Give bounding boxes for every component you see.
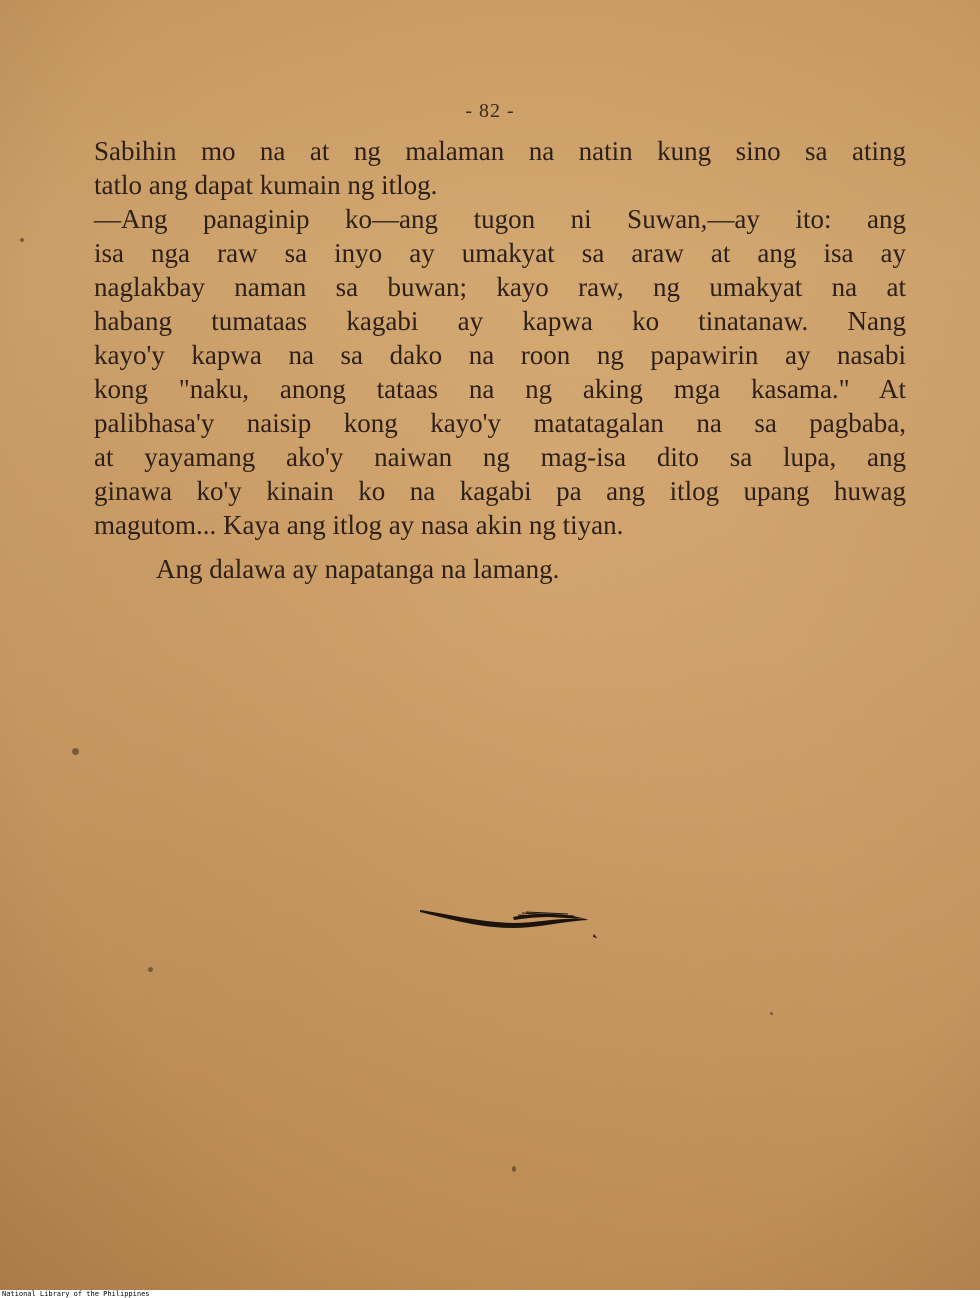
text-line: Sabihin mo na at ng malaman na natin kung sino sa ating <box>94 136 906 166</box>
page-number: - 82 - <box>465 100 515 122</box>
text-line: magutom... Kaya ang itlog ay nasa akin ng tiyan. <box>94 510 624 540</box>
text-line: kong "naku, anong tataas na ng aking mga kasama." At <box>94 374 906 404</box>
tailpiece-ornament-icon <box>418 900 598 940</box>
text-line: isa nga raw sa inyo ay umakyat sa araw at ang isa ay <box>94 238 906 268</box>
text-line: kayo'y kapwa na sa dako na roon ng papawirin ay nasabi <box>94 340 906 370</box>
text-line: palibhasa'y naisip kong kayo'y matatagalan na sa pagbaba, <box>94 408 906 438</box>
paper-speck <box>20 238 24 242</box>
text-line: naglakbay naman sa buwan; kayo raw, ng umakyat na at <box>94 272 906 302</box>
paper-speck <box>512 1166 516 1172</box>
text-line: —Ang panaginip ko—ang tugon ni Suwan,—ay ito: ang <box>94 204 906 234</box>
footer-credit: National Library of the Philippines <box>2 1290 150 1298</box>
paper-speck <box>148 967 153 972</box>
paper-speck <box>72 748 79 755</box>
text-line: habang tumataas kagabi ay kapwa ko tinatanaw. Nang <box>94 306 906 336</box>
paper-speck <box>770 1012 773 1015</box>
text-line: ginawa ko'y kinain ko na kagabi pa ang itlog upang huwag <box>94 476 906 506</box>
text-line: tatlo ang dapat kumain ng itlog. <box>94 170 438 200</box>
text-line: at yayamang ako'y naiwan ng mag-isa dito sa lupa, ang <box>94 442 906 472</box>
closing-line: Ang dalawa ay napatanga na lamang. <box>156 554 560 584</box>
body-text <box>94 134 906 586</box>
